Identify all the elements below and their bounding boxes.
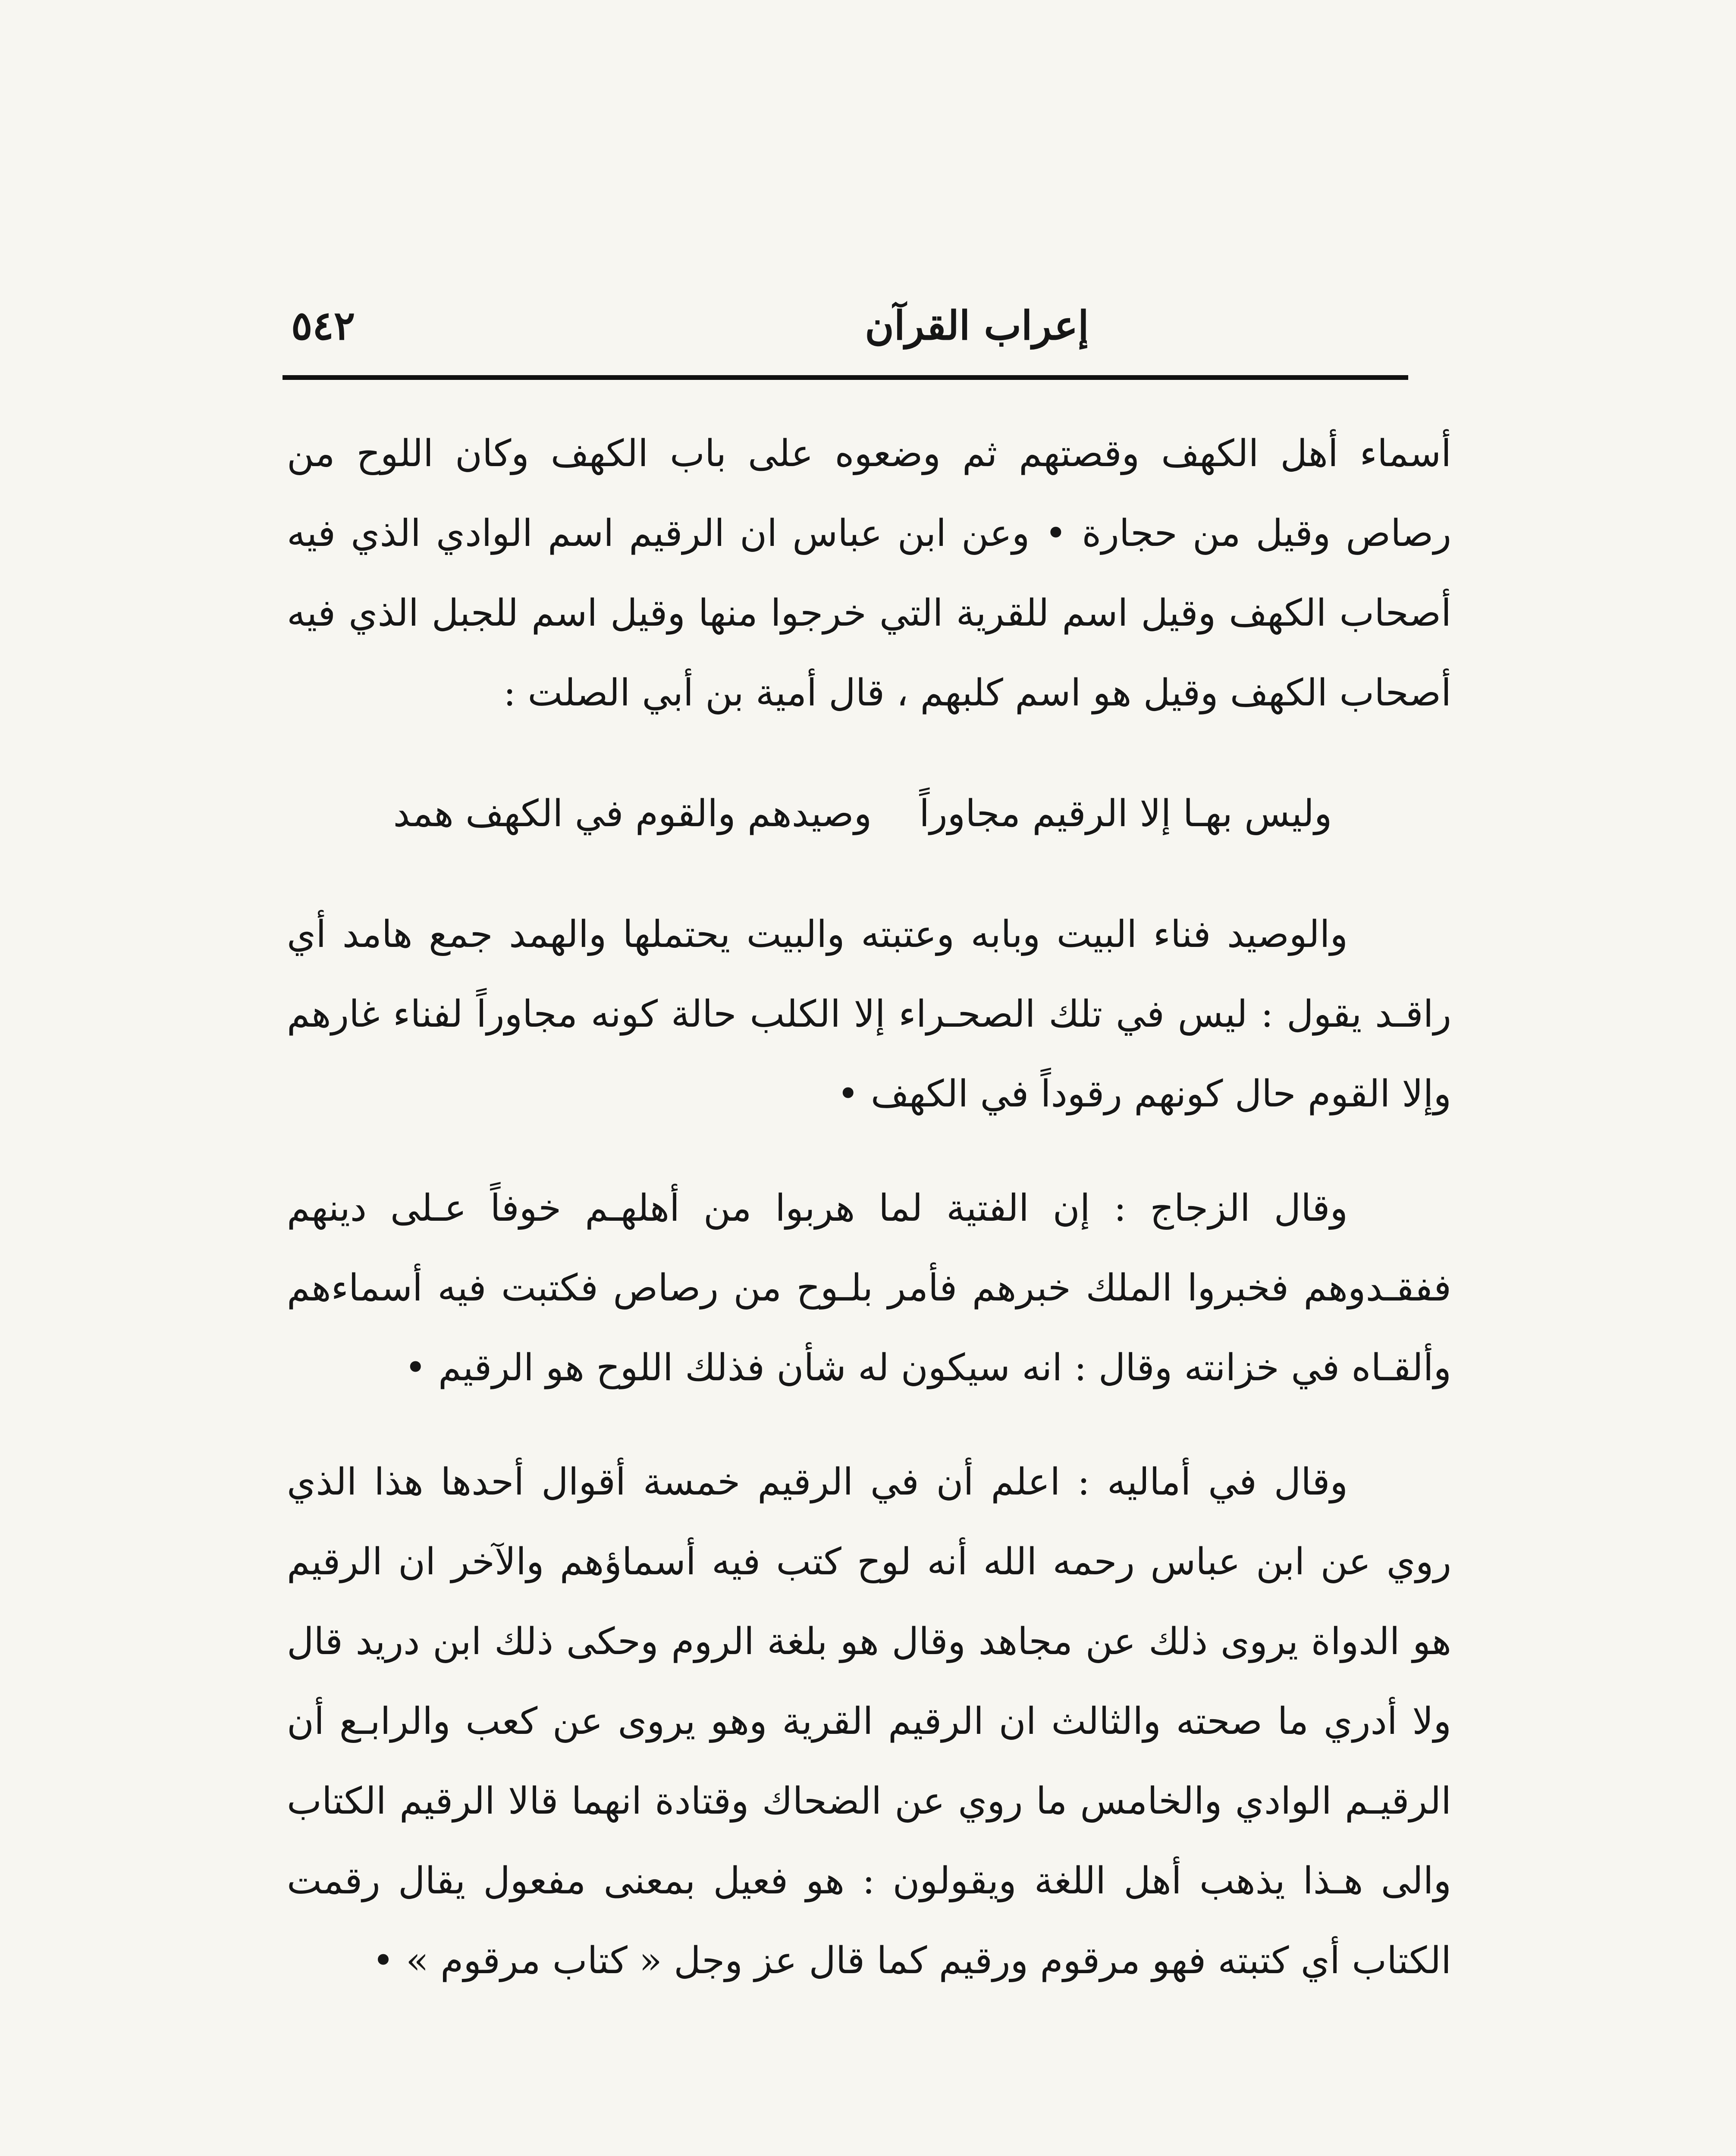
paragraph-4: وقال في أماليه : اعلم أن في الرقيم خمسة أقوال أحدها هذا الذي روي عن ابن عباس رحمه الله أنه لوح كتب فيه أسماؤهم والآخر ان الرقيم هو الدواة يروى ذلك عن مجاهد وقال هو بلغة الروم وحكى ذلك ابن دريد قال ولا أدري ما صحته والثالث ان الرقيم القرية وهو يروى عن كعب والرابـع أن الرقيـم الوادي والخامس ما روي عن الضحاك وقتادة انهما قالا الرقيم الكتاب والى هـذا يذهب أهل اللغة ويقولون : هو فعيل بمعنى مفعول يقال رقمت الكتاب أي كتبته فهو مرقوم ورقيم كما قال عز وجل « كتاب مرقوم » • xyxy=(287,1460,1451,1982)
paragraph-3: وقال الزجاج : إن الفتية لما هربوا من أهلهـم خوفاً عـلى دينهم ففقـدوهم فخبروا الملك خبرهم فأمر بلـوح من رصاص فكتبت فيه أسماءهم وألقـاه في خزانته وقال : انه سيكون له شأن فذلك اللوح هو الرقيم • xyxy=(287,1187,1451,1389)
verse-first-hemistich: وليس بهـا إلا الرقيم مجاوراً xyxy=(919,792,1332,835)
book-title: إعراب القرآن xyxy=(865,302,1089,349)
header-rule xyxy=(283,375,1408,380)
verse-line xyxy=(287,774,1451,854)
paragraph-2: والوصيد فناء البيت وبابه وعتبته والبيت يحتملها والهمد جمع هامد أي راقـد يقول : ليس في تلك الصحـراء إلا الكلب حالة كونه مجاوراً لفناء غارهم وإلا القوم حال كونهم رقوداً في الكهف • xyxy=(287,913,1451,1116)
body-text xyxy=(287,414,1451,2001)
verse-second-hemistich: وصيدهم والقوم في الكهف همد xyxy=(393,792,872,835)
page-number: ٥٤٢ xyxy=(291,302,355,349)
paragraph-1: أسماء أهل الكهف وقصتهم ثم وضعوه على باب الكهف وكان اللوح من رصاص وقيل من حجارة • وعن ابن عباس ان الرقيم اسم الوادي الذي فيه أصحاب الكهف وقيل اسم للقرية التي خرجوا منها وقيل اسم للجبل الذي فيه أصحاب الكهف وقيل هو اسم كلبهم ، قال أمية بن أبي الصلت : xyxy=(287,432,1451,714)
page-header xyxy=(287,293,1408,358)
